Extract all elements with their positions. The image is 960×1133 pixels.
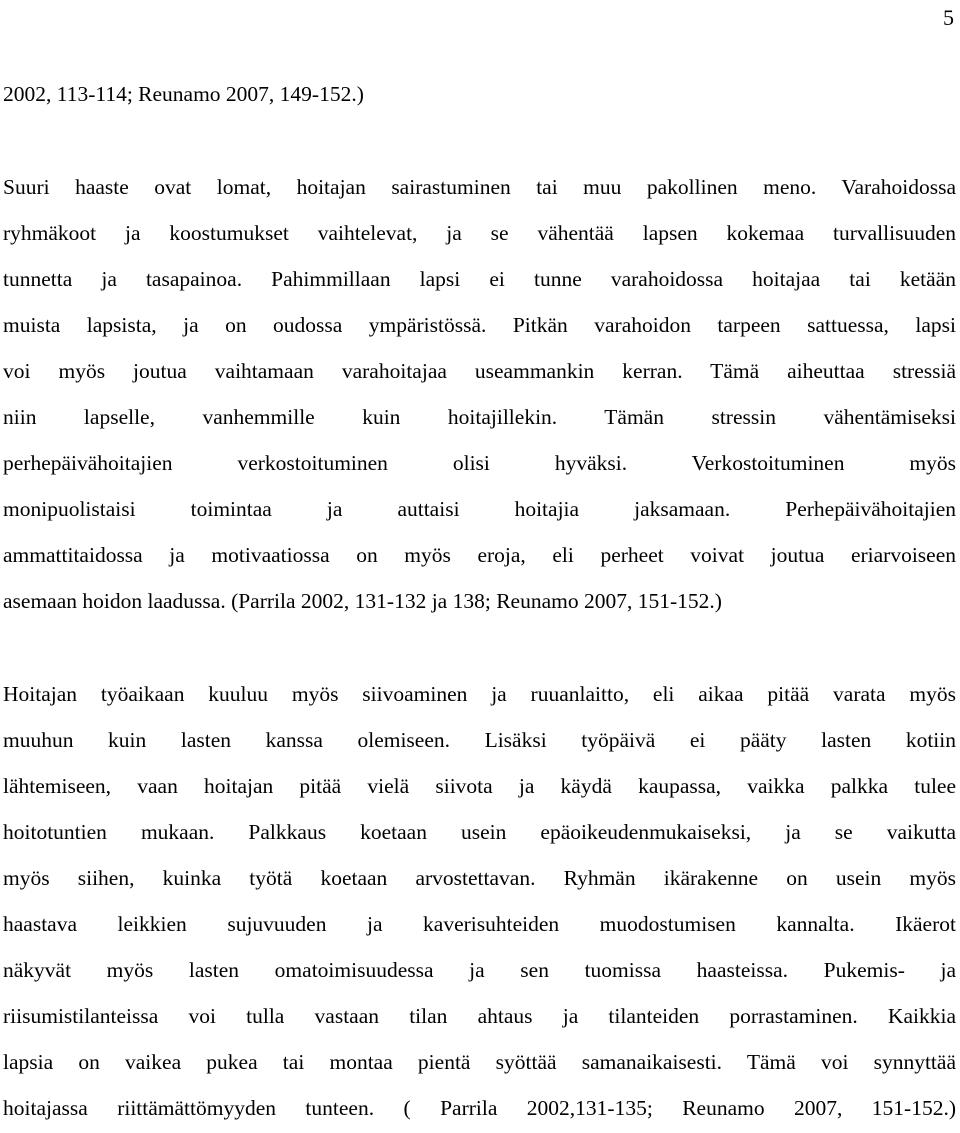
text-line: voi myös joutua vaihtamaan varahoitajaa useammankin kerran. Tämä aiheuttaa stressiä xyxy=(3,359,956,383)
text-line: haastava leikkien sujuvuuden ja kaverisuhteiden muodostumisen kannalta. Ikäerot xyxy=(3,912,956,936)
text-line: lapsia on vaikea pukea tai montaa pientä syöttää samanaikaisesti. Tämä voi synnyttää xyxy=(3,1050,956,1074)
text-line: lähtemiseen, vaan hoitajan pitää vielä siivota ja käydä kaupassa, vaikka palkka tulee xyxy=(3,774,956,798)
text-line: myös siihen, kuinka työtä koetaan arvostettavan. Ryhmän ikärakenne on usein myös xyxy=(3,866,956,890)
text-line: Hoitajan työaikaan kuuluu myös siivoaminen ja ruuanlaitto, eli aikaa pitää varata myös xyxy=(3,682,956,706)
text-line: 2002, 113-114; Reunamo 2007, 149-152.) xyxy=(3,82,364,106)
text-line: tunnetta ja tasapainoa. Pahimmillaan lapsi ei tunne varahoidossa hoitajaa tai ketään xyxy=(3,267,956,291)
text-line: muista lapsista, ja on oudossa ympäristössä. Pitkän varahoidon tarpeen sattuessa, lapsi xyxy=(3,313,956,337)
text-line: näkyvät myös lasten omatoimisuudessa ja sen tuomissa haasteissa. Pukemis- ja xyxy=(3,958,956,982)
text-line: niin lapselle, vanhemmille kuin hoitajillekin. Tämän stressin vähentämiseksi xyxy=(3,405,956,429)
text-line: muuhun kuin lasten kanssa olemiseen. Lisäksi työpäivä ei pääty lasten kotiin xyxy=(3,728,956,752)
text-line: hoitajassa riittämättömyyden tunteen. ( Parrila 2002,131-135; Reunamo 2007, 151-152.) xyxy=(3,1096,956,1120)
text-line: asemaan hoidon laadussa. (Parrila 2002, 131-132 ja 138; Reunamo 2007, 151-152.) xyxy=(3,589,722,613)
page-number: 5 xyxy=(943,5,954,30)
text-line: hoitotuntien mukaan. Palkkaus koetaan usein epäoikeudenmukaiseksi, ja se vaikutta xyxy=(3,820,956,844)
text-line: ryhmäkoot ja koostumukset vaihtelevat, ja se vähentää lapsen kokemaa turvallisuuden xyxy=(3,221,956,245)
text-line: perhepäivähoitajien verkostoituminen olisi hyväksi. Verkostoituminen myös xyxy=(3,451,956,475)
text-line: ammattitaidossa ja motivaatiossa on myös eroja, eli perheet voivat joutua eriarvoiseen xyxy=(3,543,956,567)
text-line: riisumistilanteissa voi tulla vastaan tilan ahtaus ja tilanteiden porrastaminen. Kaikkia xyxy=(3,1004,956,1028)
text-line: monipuolistaisi toimintaa ja auttaisi hoitajia jaksamaan. Perhepäivähoitajien xyxy=(3,497,956,521)
text-line: Suuri haaste ovat lomat, hoitajan sairastuminen tai muu pakollinen meno. Varahoidossa xyxy=(3,175,956,199)
